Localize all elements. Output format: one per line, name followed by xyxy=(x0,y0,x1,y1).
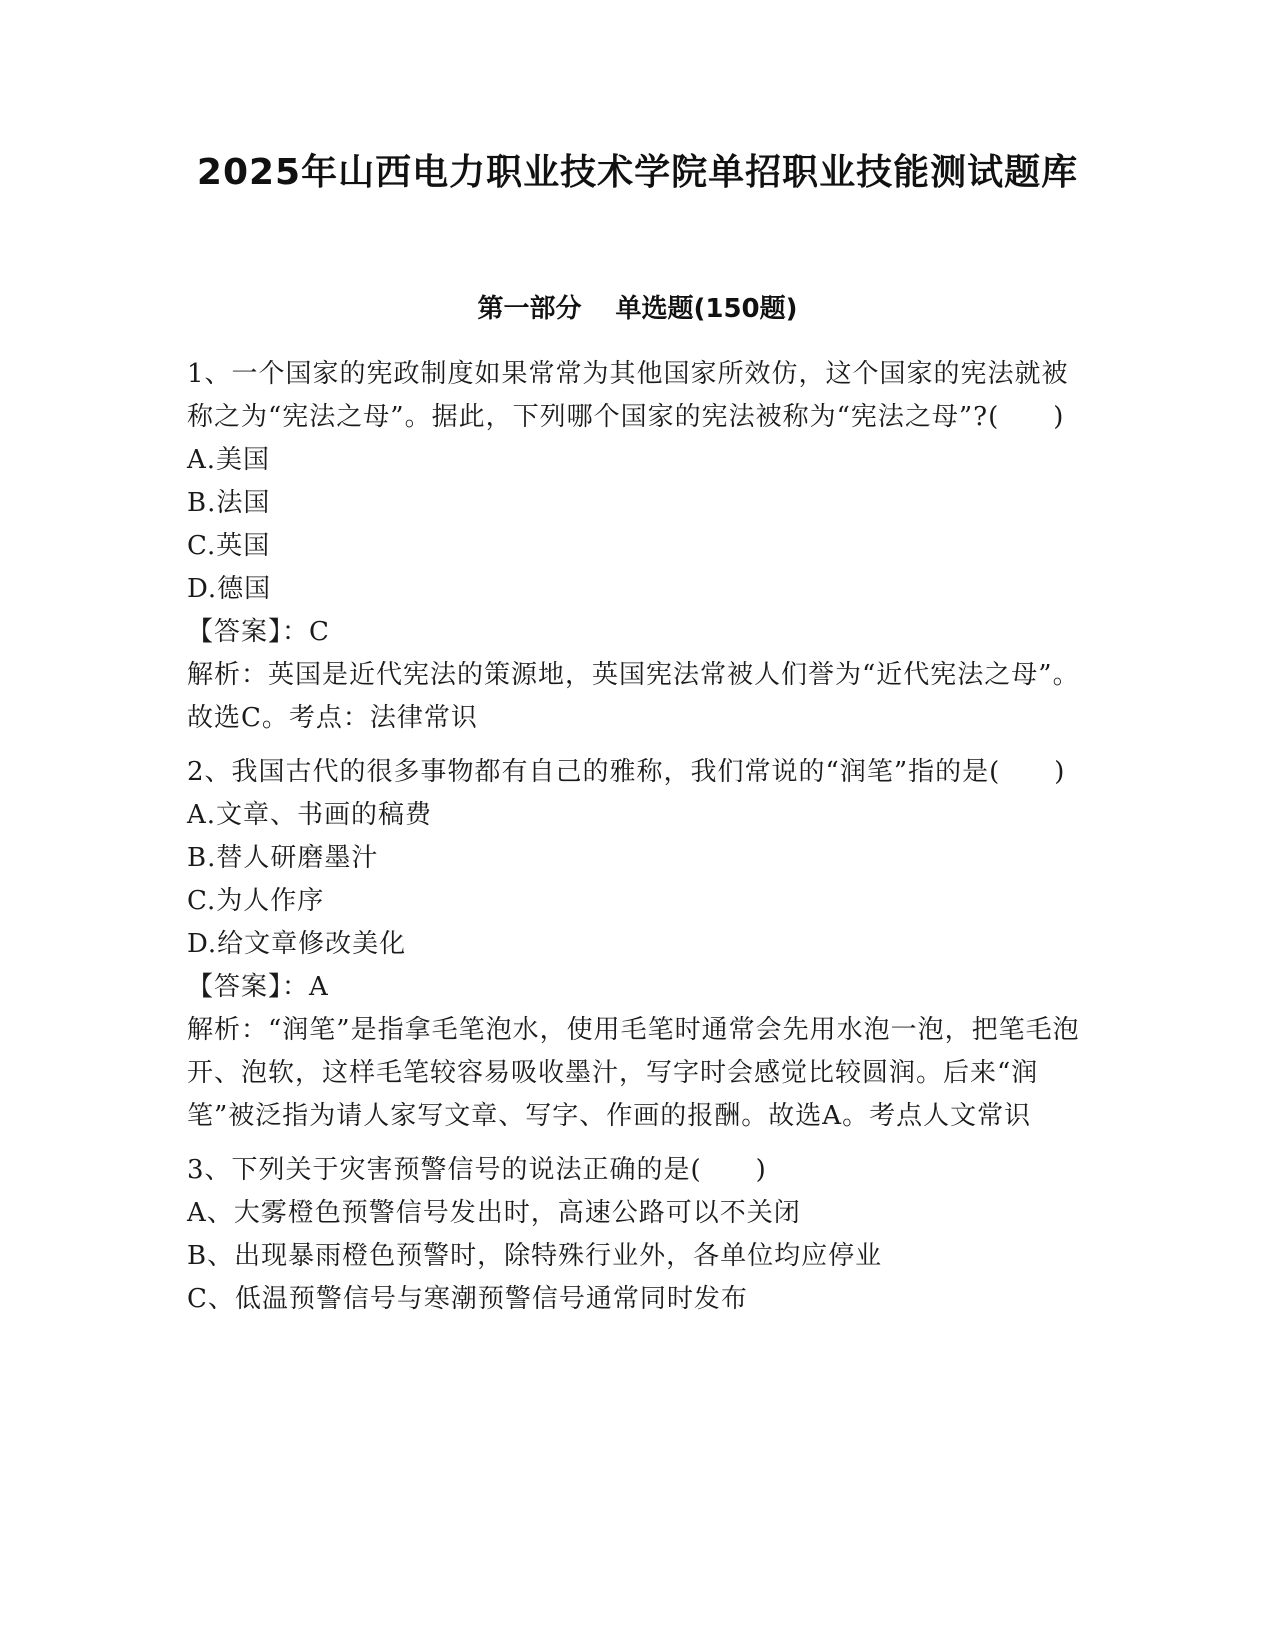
section-title-type: 单选题(150题) xyxy=(615,294,798,324)
option-b: B.替人研磨墨汁 xyxy=(187,843,379,873)
option-b: B.法国 xyxy=(187,488,271,518)
option-a: A.文章、书画的稿费 xyxy=(187,800,433,830)
section-title-part: 第一部分 xyxy=(477,294,582,324)
question-3 xyxy=(187,1149,1087,1321)
question-1 xyxy=(187,353,1087,740)
explanation: 解析：英国是近代宪法的策源地，英国宪法常被人们誉为“近代宪法之母”。故选C。考点：法律常识 xyxy=(187,660,1080,733)
option-c: C、低温预警信号与寒潮预警信号通常同时发布 xyxy=(187,1284,748,1314)
option-a: A.美国 xyxy=(187,445,271,475)
option-b: B、出现暴雨橙色预警时，除特殊行业外，各单位均应停业 xyxy=(187,1241,883,1271)
document-title: 2025年山西电力职业技术学院单招职业技能测试题库 xyxy=(196,152,1079,193)
option-d: D.德国 xyxy=(187,574,272,604)
option-c: C.英国 xyxy=(187,531,271,561)
answer: 【答案】：C xyxy=(187,617,330,647)
question-list xyxy=(187,353,1087,1332)
question-stem: 1、一个国家的宪政制度如果常常为其他国家所效仿，这个国家的宪法就被称之为“宪法之母”。据此，下列哪个国家的宪法被称为“宪法之母”?( ) xyxy=(187,359,1069,432)
question-stem: 3、下列关于灾害预警信号的说法正确的是( ) xyxy=(187,1155,767,1185)
option-c: C.为人作序 xyxy=(187,886,325,916)
answer: 【答案】：A xyxy=(187,972,329,1002)
section-title xyxy=(0,291,1275,327)
question-2 xyxy=(187,751,1087,1138)
explanation: 解析：“润笔”是指拿毛笔泡水，使用毛笔时通常会先用水泡一泡，把笔毛泡开、泡软，这样毛笔较容易吸收墨汁，写字时会感觉比较圆润。后来“润笔”被泛指为请人家写文章、写字、作画的报酬。故选A。考点人文常识 xyxy=(187,1015,1080,1131)
question-stem: 2、我国古代的很多事物都有自己的雅称，我们常说的“润笔”指的是( ) xyxy=(187,757,1066,787)
option-a: A、大雾橙色预警信号发出时，高速公路可以不关闭 xyxy=(187,1198,801,1228)
option-d: D.给文章修改美化 xyxy=(187,929,407,959)
